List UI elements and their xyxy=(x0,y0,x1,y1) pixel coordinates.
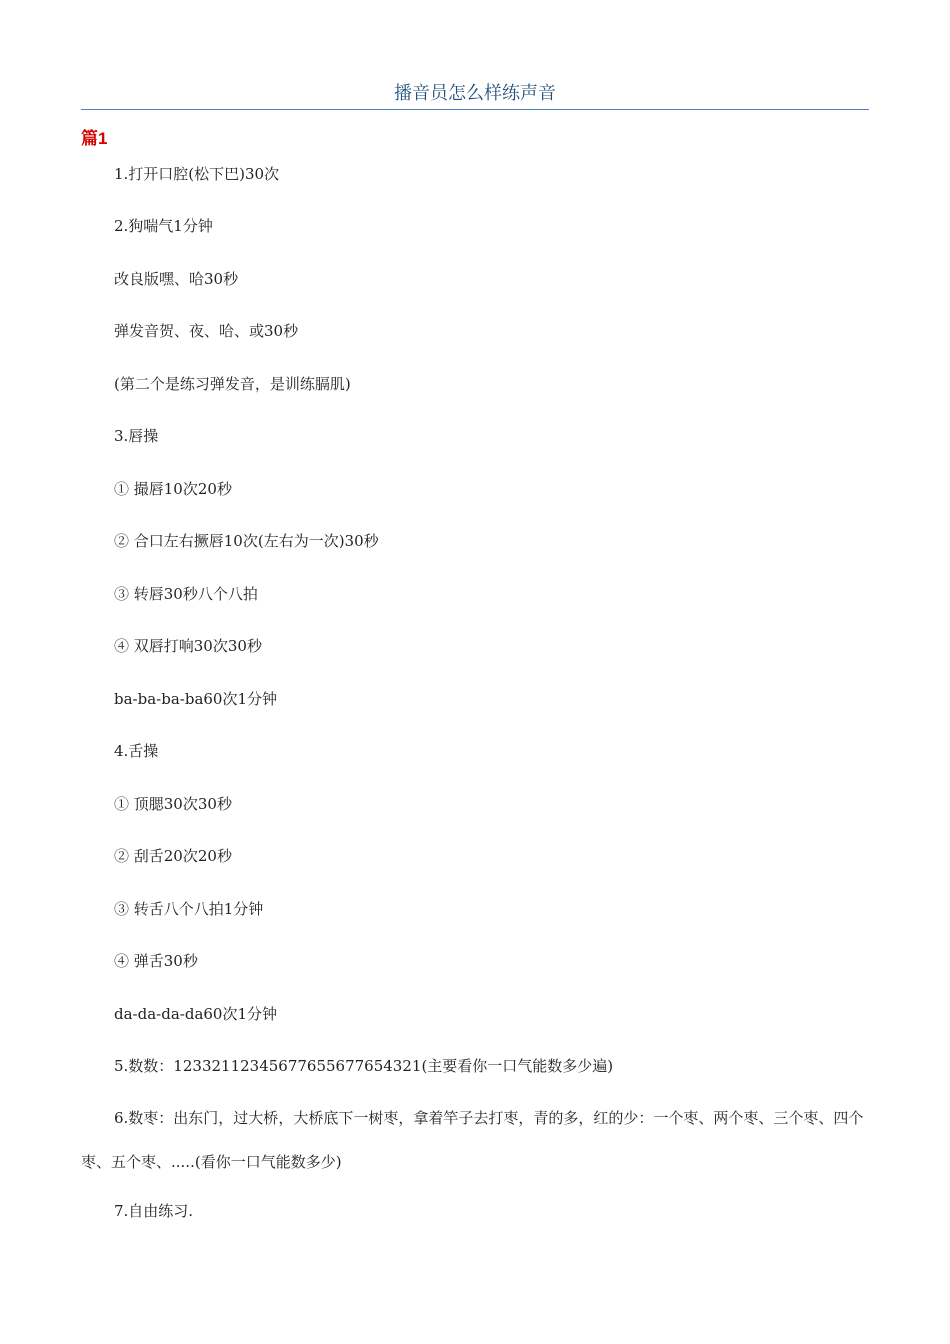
step-tongue-exercise: 4.舌操 xyxy=(114,742,159,760)
lip-item-4: ④ 双唇打响30次30秒 xyxy=(114,637,262,655)
tongue-item-3: ③ 转舌八个八拍1分钟 xyxy=(114,900,264,918)
tongue-item-1: ① 顶腮30次30秒 xyxy=(114,795,232,813)
tongue-da-drill: da-da-da-da60次1分钟 xyxy=(114,1005,278,1023)
step-free-practice: 7.自由练习. xyxy=(114,1202,194,1220)
lip-item-2: ② 合口左右撅唇10次(左右为一次)30秒 xyxy=(114,532,379,550)
step-plosive-sounds: 弹发音贺、夜、哈、或30秒 xyxy=(114,322,299,340)
tongue-item-4: ④ 弹舌30秒 xyxy=(114,952,198,970)
page-title: 播音员怎么样练声音 xyxy=(394,83,556,104)
lip-item-1: ① 撮唇10次20秒 xyxy=(114,480,232,498)
lip-item-3: ③ 转唇30秒八个八拍 xyxy=(114,585,258,603)
step-counting: 5.数数：123321123456776556776543​21(主要看你一口气能数多少遍) xyxy=(114,1057,614,1075)
tongue-item-2: ② 刮舌20次20秒 xyxy=(114,847,232,865)
title-divider xyxy=(81,109,869,110)
lip-ba-drill: ba-ba-ba-ba60次1分钟 xyxy=(114,690,278,708)
step-open-mouth: 1.打开口腔(松下巴)30次 xyxy=(114,165,280,183)
step-dog-pant: 2.狗喘气1分钟 xyxy=(114,217,213,235)
step-counting-dates: 6.数枣：出东门，过大桥，大桥底下一树枣，拿着竿子去打枣，青的多，红的少：一个枣、两个枣、三个枣、四个枣、五个枣、.....(看你一口气能数多少) xyxy=(81,1109,864,1171)
step-lip-exercise: 3.唇操 xyxy=(114,427,159,445)
section-heading: 篇1 xyxy=(81,129,108,148)
note-diaphragm: (第二个是练习弹发音，是训练膈肌) xyxy=(114,375,351,393)
step-improved-hei-ha: 改良版嘿、哈30秒 xyxy=(114,270,239,288)
